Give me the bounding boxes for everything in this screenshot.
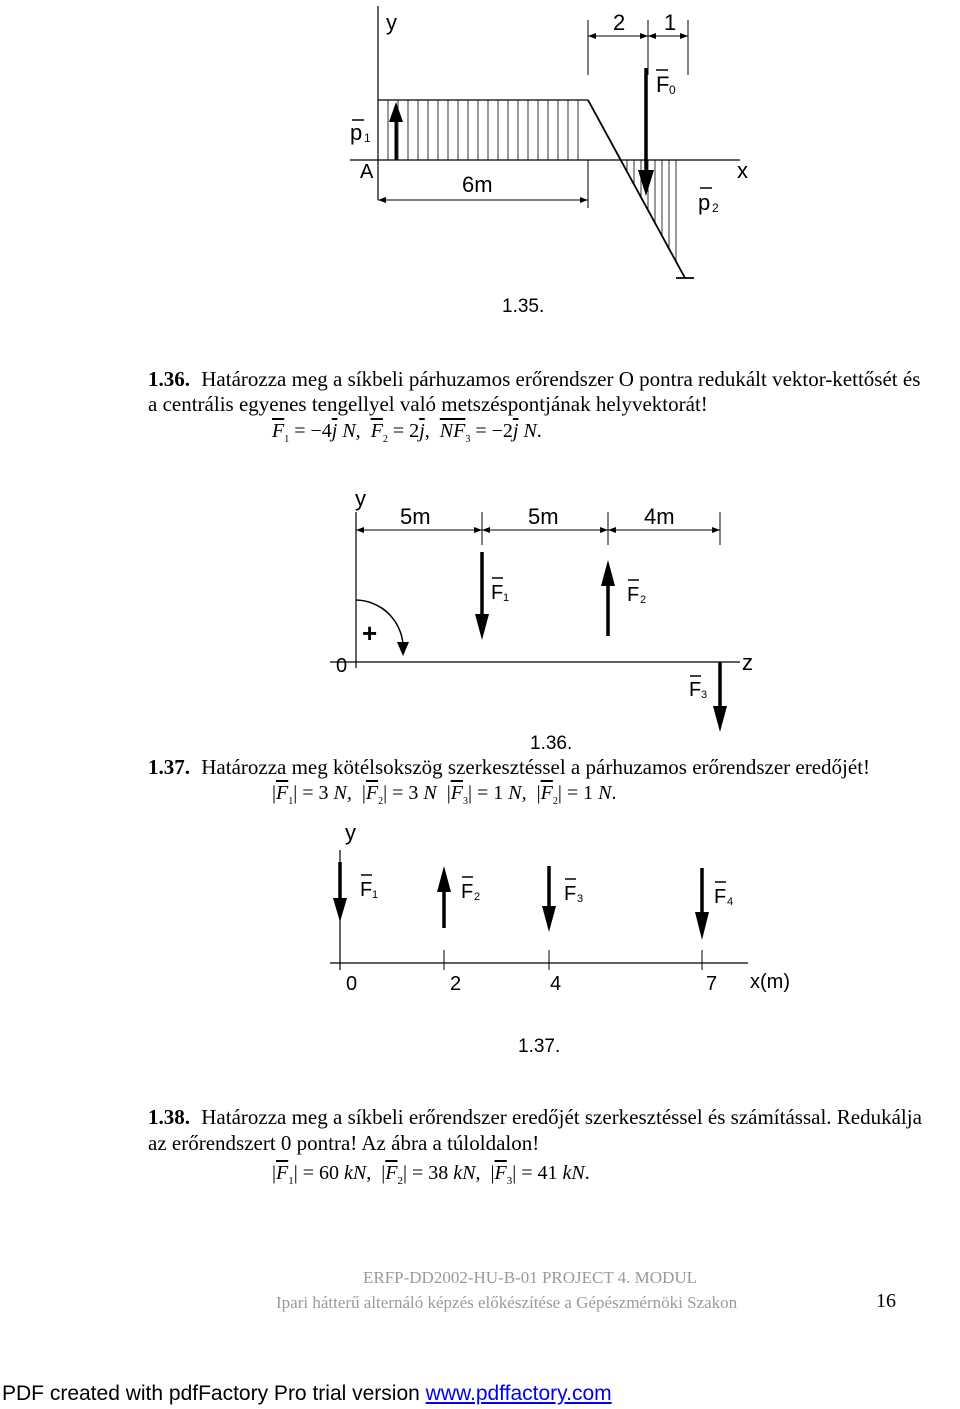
- task-136-formula: $\overline{F}_1 = -4\overline{j}$ N, $\overline{F}_2 = 2\overline{j}$, $\overline{NF}_3 = -2\overline{j}$ N.: [272, 420, 542, 445]
- fig137-f3: F: [564, 883, 577, 905]
- figure-1-35: [0, 0, 960, 330]
- fig137-caption: 1.37.: [518, 1036, 561, 1057]
- fig135-length: 6m: [462, 172, 493, 197]
- fig136-f1: F: [491, 582, 504, 604]
- fig137-f4: F: [714, 886, 727, 908]
- task-138-formula: $|\overline{F}_1| = 60$ kN, $|\overline{F}_2| = 38$ kN, $|\overline{F}_3| = 41$ kN.: [272, 1162, 590, 1187]
- task-138-line1: 1.38. Határozza meg a síkbeli erőrendszer eredőjét szerkesztéssel és számítással. Redukálja: [148, 1105, 922, 1129]
- figure-1-37: [0, 815, 960, 1065]
- page-number: 16: [876, 1290, 896, 1312]
- figure-1-36: [0, 480, 960, 760]
- fig135-y-label: y: [386, 10, 397, 35]
- task-137-formula: $|\overline{F}_1| = 3$ N, $|\overline{F}_2| = 3$ N $|\overline{F}_3| = 1$ N, $|\overline{F}_2| = 1$ N.: [272, 782, 617, 807]
- task-138-number: 1.38.: [148, 1105, 190, 1129]
- svg-text:0: 0: [669, 83, 676, 97]
- fig136-origin: 0: [336, 655, 348, 677]
- fig137-f1: F: [360, 879, 373, 901]
- fig135-caption: 1.35.: [502, 296, 545, 317]
- pdf-banner-link[interactable]: www.pdffactory.com: [425, 1382, 612, 1405]
- svg-text:2: 2: [712, 201, 719, 215]
- fig136-f2: F: [627, 584, 640, 606]
- fig137-tick-7: 7: [706, 973, 718, 995]
- svg-text:1: 1: [364, 131, 371, 145]
- task-138-line2: az erőrendszert 0 pontra! Az ábra a túloldalon!: [148, 1131, 540, 1155]
- fig135-p2: p: [698, 190, 711, 215]
- task-136-line1: 1.36. Határozza meg a síkbeli párhuzamos erőrendszer O pontra redukált vektor-kettősét és: [148, 367, 921, 391]
- fig136-plus: +: [362, 618, 378, 648]
- svg-text:3: 3: [577, 893, 584, 905]
- fig137-tick-4: 4: [550, 973, 562, 995]
- fig136-dim-3: 4m: [644, 504, 675, 529]
- fig136-f3: F: [689, 679, 702, 701]
- svg-text:2: 2: [474, 891, 481, 903]
- fig135-point-a: A: [360, 161, 374, 183]
- task-137-line: 1.37. Határozza meg kötélsokszög szerkesztéssel a párhuzamos erőrendszer eredőjét!: [148, 755, 871, 779]
- fig135-p1: p: [350, 120, 363, 145]
- fig136-caption: 1.36.: [530, 733, 573, 754]
- f0-arrow-head: [638, 170, 654, 196]
- svg-text:1: 1: [372, 889, 379, 901]
- fig137-tick-2: 2: [450, 973, 462, 995]
- svg-text:1: 1: [503, 592, 510, 604]
- fig135-x-label: x: [737, 158, 748, 183]
- task-137-number: 1.37.: [148, 755, 190, 779]
- fig135-dim-1: 1: [664, 10, 677, 35]
- fig135-f0: F: [656, 72, 670, 97]
- pdf-banner-text: PDF created with pdfFactory Pro trial version: [2, 1382, 426, 1405]
- svg-text:2: 2: [640, 594, 647, 606]
- svg-text:4: 4: [727, 896, 734, 908]
- fig136-dim-1: 5m: [400, 504, 431, 529]
- p1-hatching: [388, 100, 578, 160]
- fig137-x-label: x(m): [750, 971, 790, 993]
- fig135-dim-2: 2: [613, 10, 626, 35]
- fig137-f2: F: [461, 881, 474, 903]
- fig137-tick-0: 0: [346, 973, 358, 995]
- fig137-y-label: y: [345, 820, 356, 845]
- fig136-z-label: z: [742, 650, 753, 675]
- task-136-number: 1.36.: [148, 367, 190, 391]
- pdf-banner: [2, 1382, 612, 1406]
- footer-project: ERFP-DD2002-HU-B-01 PROJECT 4. MODUL: [362, 1268, 698, 1287]
- task-136-line2: a centrális egyenes tengellyel való metszéspontjának helyvektorát!: [148, 392, 708, 416]
- svg-text:3: 3: [701, 689, 708, 701]
- fig136-dim-2: 5m: [528, 504, 559, 529]
- footer-title: Ipari hátterű alternáló képzés előkészítése a Gépészmérnöki Szakon: [276, 1293, 738, 1312]
- fig136-y-label: y: [355, 486, 366, 511]
